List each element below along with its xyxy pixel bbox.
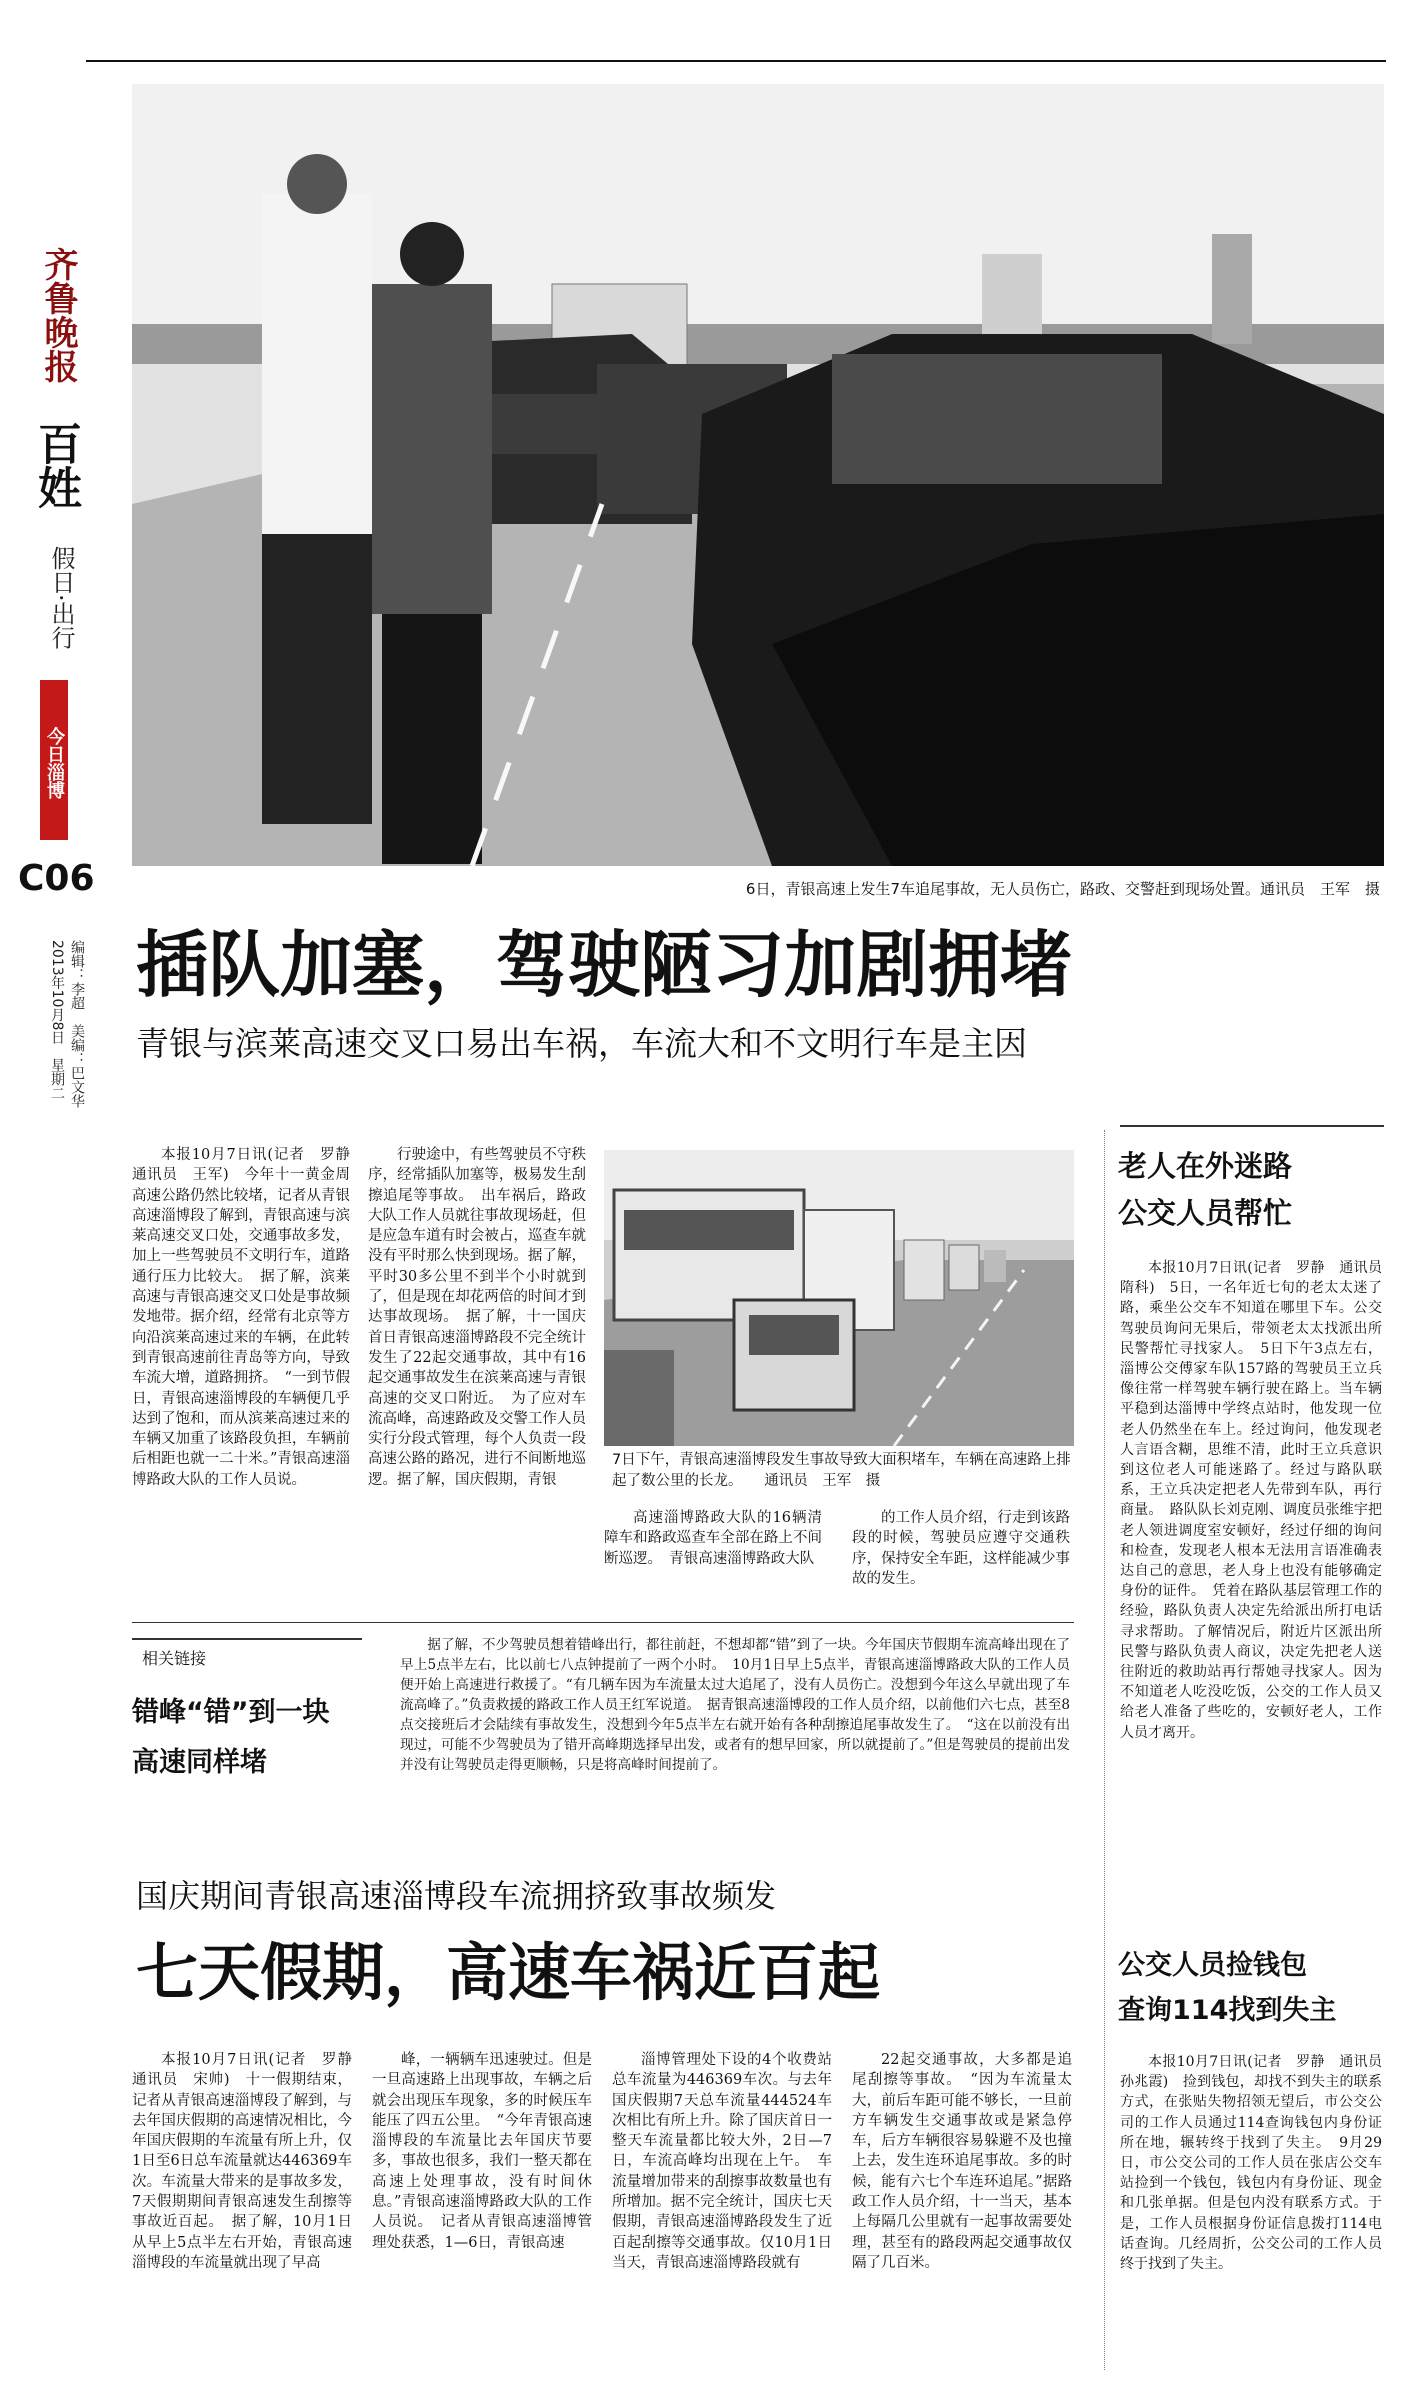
- top-rule: [86, 60, 1386, 62]
- related-text: 据了解，不少驾驶员想着错峰出行，都往前赶，不想却都“错”到了一块。今年国庆节假期车流高峰出现在了早上5点半左右，比以前七八点钟提前了一两个小时。 10月1日早上5点半，青银高速淄博路政大队的工作人员便开始上高速进行救援了。“有几辆车因为车流量太过大追尾了，没有人员伤亡。没想到今年这么早就出现了车流高峰了。”负责救援的路政工作人员王红军说道。 据青银高速淄博段的工作人员介绍，以前他们六七点，甚至8点交接班后才会陆续有事故发生，没想到今年5点半左右就开始有各种刮擦追尾事故发生了。 “这在以前没有出现过，可能不少驾驶员为了错开高峰期选择早出发，或者有的想早回家，所以就提前了。”但是驾驶员的提前出发并没有让驾驶员走得更顺畅，只是将高峰时间提前了。: [400, 1637, 1070, 1773]
- related-headline-2: 高速同样堵: [132, 1747, 267, 1778]
- related-link-label: 相关链接: [142, 1649, 207, 1668]
- editor-line: 编辑：李超 美编：巴文华: [69, 940, 85, 1108]
- traffic-jam-caption: 7日下午，青银高速淄博段发生事故导致大面积堵车，车辆在高速路上排起了数公里的长龙。 通讯员 王军 摄: [612, 1452, 1071, 1489]
- edition-badge: 今日淄博: [40, 680, 68, 840]
- related-headline-1: 错峰“错”到一块: [132, 1697, 330, 1728]
- top-photo-caption: 6日，青银高速上发生7车追尾事故，无人员伤亡，路政、交警赶到现场处置。通讯员 王军 摄: [745, 880, 1380, 898]
- lead-column-2: 行驶途中，有些驾驶员不守秩序，经常插队加塞等，极易发生刮擦追尾等事故。 出车祸后，路政大队工作人员就往事故现场赶，但是应急车道有时会被占，巡查车就没有平时那么快到现场。据了解，平时30多公里不到半个小时就到了，但是现在却花两倍的时间才到达事故现场。 据了解，十一国庆首日青银高速淄博路段不完全统计发生了22起交通事故，其中有16起交通事故发生在滨莱高速与青银高速的交叉口附近。 为了应对车流高峰，高速路政及交警工作人员实行分段式管理，每个人负责一段高速公路的路况，进行不间断地巡逻。据了解，国庆假期，青银: [368, 1147, 586, 1488]
- traffic-jam-illustration: [604, 1150, 1074, 1446]
- related-link-box: [132, 1638, 362, 1670]
- side2-headline-2: 查询114找到失主: [1118, 1995, 1337, 2026]
- side1-text: 本报10月7日讯(记者 罗静 通讯员 隋科) 5日，一名年近七旬的老太太迷了路，乘坐公交车不知道在哪里下车。公交驾驶员询问无果后，带领老太太找派出所民警帮忙寻找家人。 5日下午3点左右，淄博公交傅家车队157路的驾驶员王立兵像往常一样驾驶车辆行驶在路上。当车辆平稳到达淄博中学终点站时，他发现一位老人仍然坐在车上。经过询问，他发现老人言语含糊，思维不清，此时王立兵意识到这位老人可能迷路了。经过与路队联系，王立兵决定把老人先带到车队，再行商量。 路队队长刘克刚、调度员张维宇把老人领进调度室安顿好，经过仔细的询问和检查，发现老人根本无法用言语准确表达自己的意思，老人身上也没有能够确定身份的证件。 凭着在路队基层管理工作的经验，路队负责人决定先给派出所打电话寻求帮助。了解情况后，附近片区派出所民警与路队负责人商议，决定先把老人送往附近的救助站再行帮她寻找家人。因为不知道老人吃没吃饭，公交的工作人员又给老人准备了些吃的，安顿好老人，工作人员才离开。: [1120, 1260, 1396, 1741]
- side2-headline-1: 公交人员捡钱包: [1118, 1950, 1307, 1981]
- second-column-2: 峰，一辆辆车迅速驶过。但是一旦高速路上出现事故，车辆之后就会出现压车现象，多的时候压车能压了四五公里。 “今年青银高速淄博段的车流量比去年国庆节要多，事故也很多，我们一整天都在高速上处理事故，没有时间休息。”青银高速淄博路政大队的工作人员说。 记者从青银高速淄博管理处获悉，1—6日，青银高速: [372, 2052, 592, 2251]
- second-headline: 七天假期，高速车祸近百起: [136, 1936, 881, 2009]
- side2-text: 本报10月7日讯(记者 罗静 通讯员 孙兆霞) 捡到钱包，却找不到失主的联系方式，在张贴失物招领无望后，市公交公司的工作人员通过114查询钱包内身份证所在地，辗转终于找到了失主。 9月29日，市公交公司的工作人员在张店公交车站捡到一个钱包，钱包内有身份证、现金和几张单据。但是包内没有联系方式。于是，工作人员根据身份证信息拨打114电话查询。几经周折，公交公司的工作人员终于找到了失主。: [1120, 2054, 1396, 2273]
- top-photo: [132, 84, 1384, 866]
- lead-bottom-rule: [132, 1622, 1074, 1623]
- side1-headline-1: 老人在外迷路: [1118, 1149, 1293, 1183]
- lead-subheadline: 青银与滨莱高速交叉口易出车祸，车流大和不文明行车是主因: [136, 1024, 1027, 1063]
- lead-headline: 插队加塞，驾驶陋习加剧拥堵: [136, 923, 1073, 1007]
- traffic-jam-photo: [604, 1150, 1074, 1446]
- side1-headline-2: 公交人员帮忙: [1118, 1196, 1293, 1230]
- section-subtitle: 假日·出行: [47, 546, 75, 650]
- second-column-4: 22起交通事故，大多都是追尾刮擦等事故。 “因为车流量太大，前后车距可能不够长，一旦前方车辆发生交通事故或是紧急停车，后方车辆很容易躲避不及也撞上去，发生连环追尾事故。多的时候，能有六七个车连环追尾。”据路政工作人员介绍，十一当天，基本上每隔几公里就有一起事故需要处理，甚至有的路段两起交通事故仅隔了几百米。: [852, 2052, 1072, 2271]
- second-kicker: 国庆期间青银高速淄博段车流拥挤致事故频发: [136, 1877, 777, 1915]
- sidebar-divider: [1104, 1130, 1106, 2370]
- second-column-1: 本报10月7日讯(记者 罗静 通讯员 宋帅) 十一假期结束，记者从青银高速淄博段了解到，与去年国庆假期的高速情况相比，今年国庆假期的车流量有所上升，仅1日至6日总车流量就达446369车次。车流量大带来的是事故多发，7天假期期间青银高速发生刮擦等事故近百起。 据了解，10月1日从早上5点半左右开始，青银高速淄博段的车流量就出现了早高: [132, 2052, 367, 2271]
- section-logo: 百姓: [30, 421, 81, 509]
- accident-scene-illustration: [132, 84, 1384, 866]
- sidebar-top-rule: [1120, 1125, 1384, 1127]
- page-number: C06: [18, 858, 95, 899]
- date-line: 2013年10月8日 星期二: [49, 940, 65, 1101]
- lead-column-4: 的工作人员介绍，行走到该路段的时候，驾驶员应遵守交通秩序，保持安全车距，这样能减少事故的发生。: [852, 1510, 1070, 1587]
- lead-column-3: 高速淄博路政大队的16辆清障车和路政巡查车全部在路上不间断巡逻。 青银高速淄博路政大队: [604, 1510, 822, 1567]
- second-column-3: 淄博管理处下设的4个收费站总车流量为446369车次。与去年国庆假期7天总车流量444524车次相比有所上升。除了国庆首日一整天车流量都比较大外，2日—7日，车流高峰均出现在上午。 车流量增加带来的刮擦事故数量也有所增加。据不完全统计，国庆七天假期，青银高速淄博路段发生了近百起刮擦等交通事故。仅10月1日当天，青银高速淄博路段就有: [612, 2052, 832, 2271]
- lead-column-1: 本报10月7日讯(记者 罗静 通讯员 王军) 今年十一黄金周高速公路仍然比较堵，记者从青银高速淄博段了解到，青银高速与滨莱高速交叉口处，交通事故多发，加上一些驾驶员不文明行车，道路通行压力比较大。 据了解，滨莱高速与青银高速交叉口处是事故频发地带。据介绍，经常有北京等方向沿滨莱高速过来的车辆，在此转到青银高速前往青岛等方向，导致车流大增，道路拥挤。 “一到节假日，青银高速淄博段的车辆便几乎达到了饱和，而从滨莱高速过来的车辆又加重了该路段负担，车辆前后相距也就一二十米。”青银高速淄博路政大队的工作人员说。: [132, 1147, 365, 1488]
- paper-logo: 齐鲁晚报: [38, 247, 78, 383]
